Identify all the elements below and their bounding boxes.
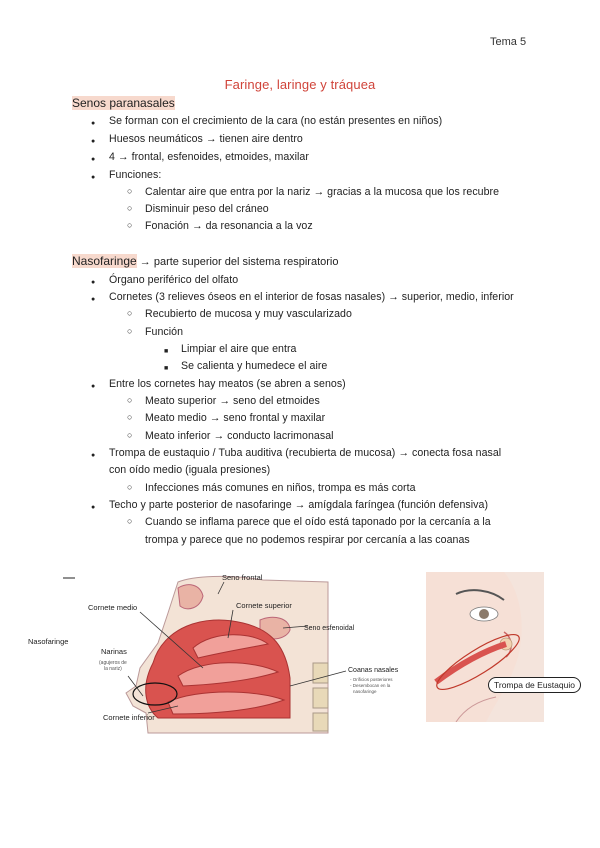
- list-item: Meato medio → seno frontal y maxilar: [145, 412, 326, 424]
- circle-bullet-icon: [127, 186, 132, 196]
- heading-highlight: Senos paranasales: [72, 96, 175, 110]
- bullet-icon: [91, 501, 95, 511]
- circle-bullet-icon: [127, 220, 132, 230]
- circle-bullet-icon: [127, 482, 132, 492]
- label-cornete-medio: Cornete medio: [88, 603, 138, 612]
- list-item: Fonación → da resonancia a la voz: [145, 220, 313, 232]
- bullet-icon: [91, 276, 95, 286]
- nasal-cavity-illustration: [28, 568, 398, 738]
- bullet-icon: [91, 293, 95, 303]
- eustachian-illustration: [426, 572, 544, 722]
- bullet-icon: [91, 171, 95, 181]
- label-seno-frontal: Seno frontal: [222, 573, 263, 582]
- list-item: 4 → frontal, esfenoides, etmoides, maxilar: [109, 151, 309, 163]
- label-seno-esfenoidal: Seno esfenoidal: [304, 625, 355, 632]
- section-heading-senos: [72, 96, 175, 110]
- circle-bullet-icon: [127, 203, 132, 213]
- list-item-continuation: trompa y parece que no podemos respirar por cercanía a las coanas: [145, 534, 470, 546]
- label-narinas: Narinas: [101, 647, 127, 656]
- list-item: Meato inferior → conducto lacrimonasal: [145, 430, 334, 442]
- square-bullet-icon: [164, 362, 168, 372]
- label-coanas-sub: nasofaringe: [353, 689, 377, 694]
- label-coanas-sub: - Orificios posteriores: [350, 677, 393, 682]
- eustachian-figure: [426, 572, 544, 722]
- list-item: Meato superior → seno del etmoides: [145, 395, 320, 407]
- list-item: Huesos neumáticos → tienen aire dentro: [109, 133, 303, 145]
- heading-highlight: Nasofaringe: [72, 254, 137, 268]
- list-item: Recubierto de mucosa y muy vascularizado: [145, 308, 352, 320]
- list-item: Se calienta y humedece el aire: [181, 360, 328, 372]
- bullet-icon: [91, 117, 95, 127]
- bullet-icon: [91, 449, 95, 459]
- list-item: Órgano periférico del olfato: [109, 274, 239, 286]
- list-item: Entre los cornetes hay meatos (se abren a senos): [109, 378, 346, 390]
- circle-bullet-icon: [127, 326, 132, 336]
- list-item: Calentar aire que entra por la nariz → gracias a la mucosa que los recubre: [145, 186, 500, 198]
- list-item: Cornetes (3 relieves óseos en el interior de fosas nasales) → superior, medio, inferior: [109, 291, 514, 303]
- bullet-icon: [91, 153, 95, 163]
- list-item: Limpiar el aire que entra: [181, 343, 297, 355]
- topic-label: Tema 5: [490, 36, 527, 48]
- label-coanas: Coanas nasales: [348, 667, 398, 674]
- label-narinas-sub: la nariz): [104, 666, 122, 672]
- circle-bullet-icon: [127, 516, 132, 526]
- list-item: Techo y parte posterior de nasofaringe → amígdala faríngea (función defensiva): [109, 499, 489, 511]
- bullet-icon: [91, 380, 95, 390]
- circle-bullet-icon: [127, 308, 132, 318]
- label-cornete-inferior: Cornete inferior: [103, 713, 155, 722]
- label-cornete-superior: Cornete superior: [236, 601, 292, 610]
- page-title: Faringe, laringe y tráquea: [224, 77, 376, 92]
- circle-bullet-icon: [127, 430, 132, 440]
- list-item: Se forman con el crecimiento de la cara (no están presentes en niños): [109, 115, 443, 127]
- section-heading-nasofaringe: [72, 254, 338, 268]
- list-item: Funciones:: [109, 169, 162, 181]
- circle-bullet-icon: [127, 412, 132, 422]
- label-narinas-sub: (agujeros de: [99, 660, 127, 666]
- list-item: Infecciones más comunes en niños, trompa es más corta: [145, 482, 416, 494]
- list-item: Trompa de eustaquio / Tuba auditiva (recubierta de mucosa) → conecta fosa nasal: [109, 447, 502, 459]
- heading-rest: → parte superior del sistema respiratorio: [136, 256, 339, 268]
- side-label: Nasofaringe: [28, 637, 69, 646]
- bullet-icon: [91, 135, 95, 145]
- list-item: Disminuir peso del cráneo: [145, 203, 269, 215]
- list-item: Función: [145, 326, 184, 338]
- list-item-continuation: con oído medio (iguala presiones): [109, 464, 271, 476]
- list-item: Cuando se inflama parece que el oído está taponado por la cercanía a la: [145, 516, 491, 528]
- square-bullet-icon: [164, 345, 168, 355]
- label-coanas-sub: - Desembocan en la: [350, 683, 391, 688]
- nasal-cavity-figure: [28, 568, 398, 738]
- label-trompa-eustaquio: Trompa de Eustaquio: [488, 677, 581, 693]
- circle-bullet-icon: [127, 395, 132, 405]
